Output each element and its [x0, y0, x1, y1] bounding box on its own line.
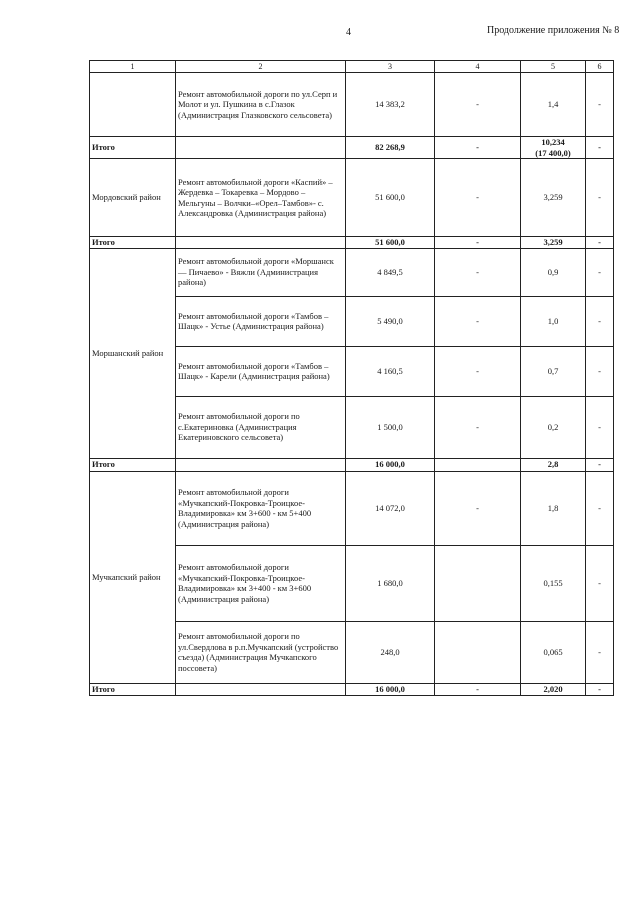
- total-col6: -: [586, 683, 614, 695]
- col6-cell: -: [586, 248, 614, 296]
- total-length: 2,020: [521, 683, 586, 695]
- description-cell: Ремонт автомобильной дороги «Тамбов – Шацк» - Карели (Администрация района): [176, 346, 346, 396]
- total-label: Итого: [90, 237, 176, 249]
- header-cell: 6: [586, 61, 614, 73]
- col6-cell: -: [586, 545, 614, 621]
- description-cell: Ремонт автомобильной дороги «Каспий» – Жердевка – Токаревка – Мордово – Мельгуны – Волчки–«Орел–Тамбов»- с. Александровка (Администрация района): [176, 159, 346, 237]
- amount-cell: 51 600,0: [346, 159, 435, 237]
- table-row: [90, 73, 614, 137]
- total-row: [90, 137, 614, 159]
- total-row: [90, 683, 614, 695]
- col4-cell: -: [435, 471, 521, 545]
- total-col6: -: [586, 458, 614, 471]
- header-row: [90, 61, 614, 73]
- col4-cell: -: [435, 346, 521, 396]
- total-length-sub: (17 400,0): [535, 147, 571, 158]
- description-cell: Ремонт автомобильной дороги «Мучкапский-Покровка-Троицкое-Владимировка» км 3+400 - км 3+600 (Администрация района): [176, 545, 346, 621]
- total-col4: -: [435, 683, 521, 695]
- col6-cell: -: [586, 296, 614, 346]
- total-label: Итого: [90, 137, 176, 159]
- length-cell: 0,155: [521, 545, 586, 621]
- total-amount: 51 600,0: [346, 237, 435, 249]
- appendix-table: [89, 60, 614, 696]
- total-col4: [435, 458, 521, 471]
- amount-cell: 1 500,0: [346, 396, 435, 458]
- description-cell: Ремонт автомобильной дороги по с.Екатериновка (Администрация Екатериновского сельсовета): [176, 396, 346, 458]
- col4-cell: -: [435, 396, 521, 458]
- district-cell: [90, 73, 176, 137]
- col6-cell: -: [586, 73, 614, 137]
- page-caption: Продолжение приложения № 8: [487, 25, 620, 36]
- amount-cell: 4 849,5: [346, 248, 435, 296]
- total-label: Итого: [90, 683, 176, 695]
- col6-cell: -: [586, 396, 614, 458]
- total-amount: 82 268,9: [346, 137, 435, 159]
- header-cell: 1: [90, 61, 176, 73]
- length-cell: 1,8: [521, 471, 586, 545]
- total-length-main: 10,234: [541, 137, 565, 147]
- col6-cell: -: [586, 471, 614, 545]
- total-col6: -: [586, 137, 614, 159]
- total-empty: [176, 458, 346, 471]
- total-empty: [176, 237, 346, 249]
- table-row: [90, 159, 614, 237]
- col6-cell: -: [586, 346, 614, 396]
- header-cell: 2: [176, 61, 346, 73]
- amount-cell: 5 490,0: [346, 296, 435, 346]
- total-col4: -: [435, 137, 521, 159]
- total-empty: [176, 137, 346, 159]
- total-amount: 16 000,0: [346, 458, 435, 471]
- col6-cell: -: [586, 159, 614, 237]
- header-cell: 3: [346, 61, 435, 73]
- length-cell: 3,259: [521, 159, 586, 237]
- table-row: [90, 471, 614, 545]
- col4-cell: [435, 621, 521, 683]
- length-cell: 0,2: [521, 396, 586, 458]
- col4-cell: [435, 545, 521, 621]
- district-cell: Мордовский район: [90, 159, 176, 237]
- col4-cell: -: [435, 159, 521, 237]
- description-cell: Ремонт автомобильной дороги по ул.Серп и Молот и ул. Пушкина в с.Глазок (Администрация Глазковского сельсовета): [176, 73, 346, 137]
- header-cell: 5: [521, 61, 586, 73]
- total-length: 2,8: [521, 458, 586, 471]
- length-cell: 0,065: [521, 621, 586, 683]
- total-length: [521, 137, 586, 159]
- length-cell: 0,7: [521, 346, 586, 396]
- col4-cell: -: [435, 296, 521, 346]
- total-label: Итого: [90, 458, 176, 471]
- col4-cell: -: [435, 248, 521, 296]
- amount-cell: 4 160,5: [346, 346, 435, 396]
- total-length: 3,259: [521, 237, 586, 249]
- description-cell: Ремонт автомобильной дороги «Моршанск — Пичаево» - Вяжли (Администрация района): [176, 248, 346, 296]
- amount-cell: 248,0: [346, 621, 435, 683]
- col6-cell: -: [586, 621, 614, 683]
- total-row: [90, 237, 614, 249]
- table-row: [90, 248, 614, 296]
- length-cell: 1,4: [521, 73, 586, 137]
- total-row: [90, 458, 614, 471]
- district-cell: Мучкапский район: [90, 471, 176, 683]
- length-cell: 0,9: [521, 248, 586, 296]
- district-cell: Моршанский район: [90, 248, 176, 458]
- description-cell: Ремонт автомобильной дороги по ул.Свердлова в р.п.Мучкапский (устройство съезда) (Администрация Мучкапского поссовета): [176, 621, 346, 683]
- total-empty: [176, 683, 346, 695]
- total-col4: -: [435, 237, 521, 249]
- amount-cell: 14 072,0: [346, 471, 435, 545]
- amount-cell: 14 383,2: [346, 73, 435, 137]
- description-cell: Ремонт автомобильной дороги «Мучкапский-Покровка-Троицкое-Владимировка» км 3+600 - км 5+400 (Администрация района): [176, 471, 346, 545]
- total-col6: -: [586, 237, 614, 249]
- page-number: 4: [346, 27, 351, 38]
- amount-cell: 1 680,0: [346, 545, 435, 621]
- total-amount: 16 000,0: [346, 683, 435, 695]
- length-cell: 1,0: [521, 296, 586, 346]
- col4-cell: -: [435, 73, 521, 137]
- description-cell: Ремонт автомобильной дороги «Тамбов – Шацк» - Устье (Администрация района): [176, 296, 346, 346]
- header-cell: 4: [435, 61, 521, 73]
